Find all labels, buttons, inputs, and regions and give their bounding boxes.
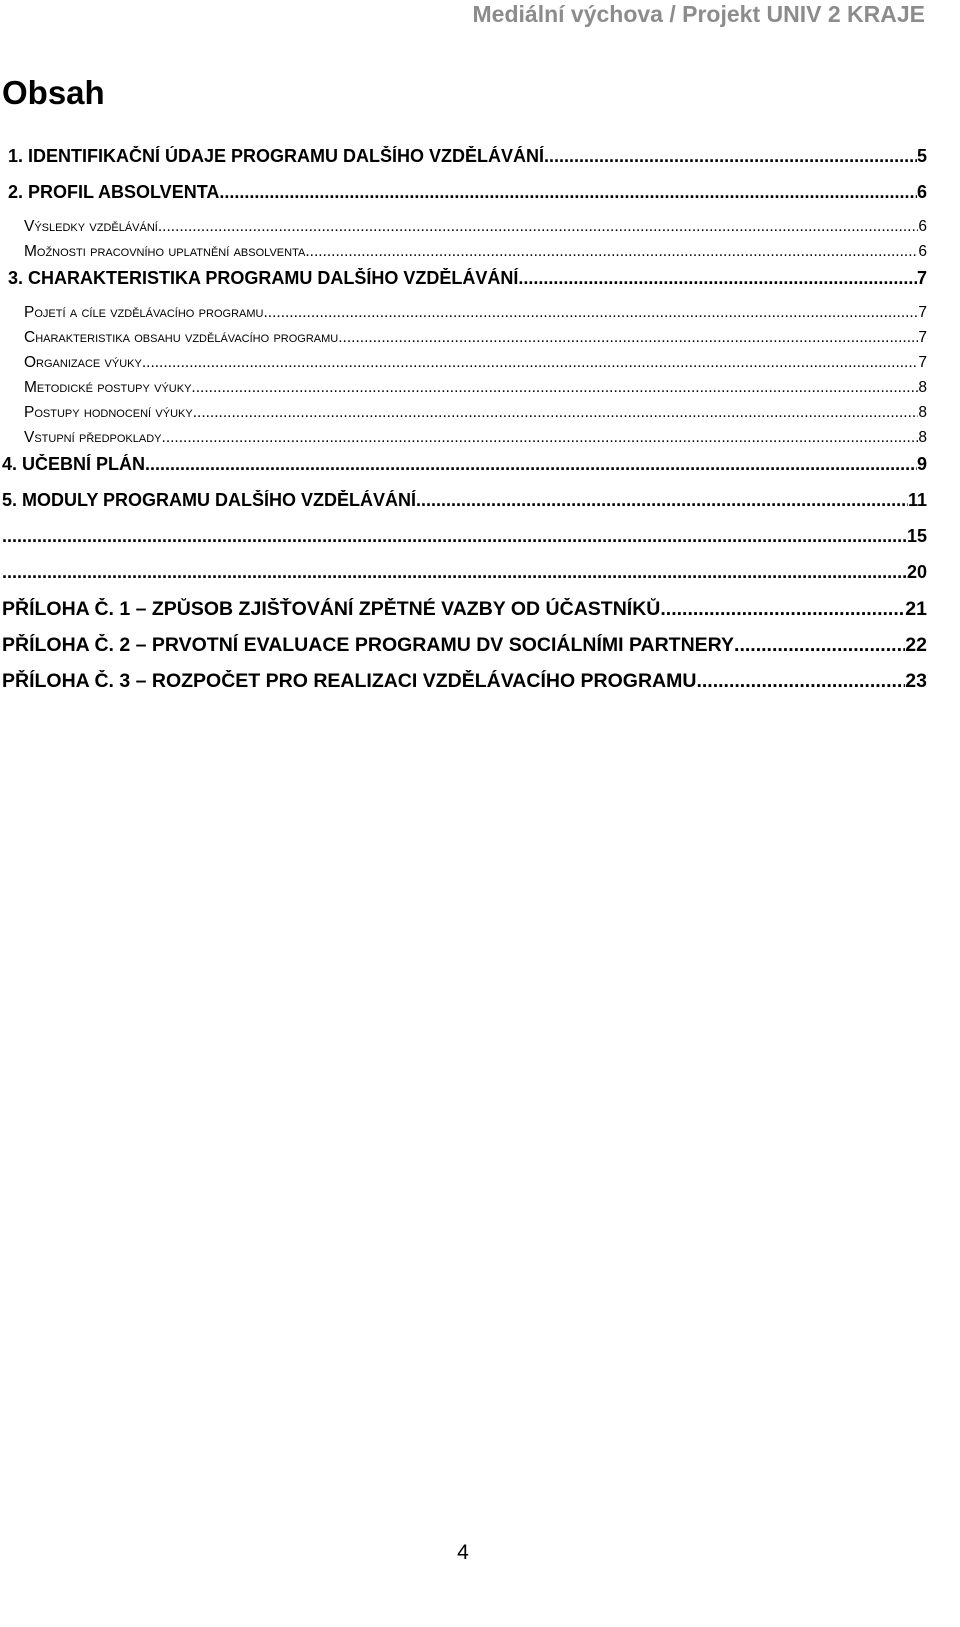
toc-dot-leader [191,379,918,397]
toc-dot-leader [518,268,917,289]
toc-annex-entry[interactable] [2,634,927,670]
toc-subentry[interactable] [2,429,927,454]
toc-dot-leader [734,634,905,657]
toc-entry-page: 7 [918,354,927,371]
toc-dot-leader [2,562,907,583]
toc-entry-title: 3. CHARAKTERISTIKA PROGRAMU DALŠÍHO VZDĚLÁVÁNÍ [8,268,519,288]
toc-entry-page: 7 [916,268,927,288]
toc-entry-page: 21 [905,598,927,620]
toc-dot-leader [660,598,905,621]
toc-entry-page: 8 [918,379,927,396]
page-number: 4 [457,1541,469,1564]
toc-entry-title: PŘÍLOHA Č. 3 – ROZPOČET PRO REALIZACI VZDĚLÁVACÍHO PROGRAMU [2,670,697,692]
toc-dot-leader [193,404,919,422]
toc-entry-title: PŘÍLOHA Č. 1 – ZPŮSOB ZJIŠŤOVÁNÍ ZPĚTNÉ VAZBY OD ÚČASTNÍKŮ [2,598,661,620]
toc-dot-leader [305,243,918,261]
toc-entry-untitled[interactable] [2,526,927,562]
running-header: Mediální výchova / Projekt UNIV 2 KRAJE [472,1,925,27]
toc-entry-page: 6 [918,218,927,235]
toc-entry-title: PŘÍLOHA Č. 2 – PRVOTNÍ EVALUACE PROGRAMU DV SOCIÁLNÍMI PARTNERY [2,634,735,656]
toc-entry-untitled[interactable] [2,562,927,598]
toc-dot-leader [142,354,919,372]
toc-dot-leader [158,218,919,236]
toc-entry-page: 7 [918,304,927,321]
toc-dot-leader [696,670,905,693]
toc-entry[interactable] [2,268,927,304]
toc-entry-page: 20 [906,562,927,582]
toc-entry-title: 2. PROFIL ABSOLVENTA [8,182,220,202]
toc-entry-title: 1. IDENTIFIKAČNÍ ÚDAJE PROGRAMU DALŠÍHO VZDĚLÁVÁNÍ [8,146,545,166]
toc-entry[interactable] [2,146,927,182]
toc-dot-leader [416,490,908,511]
toc-entry-page: 9 [916,454,927,474]
toc-subentry[interactable] [2,329,927,354]
toc-entry-title: Organizace výuky [24,354,142,371]
toc-dot-leader [219,182,917,203]
toc-entry-title: Metodické postupy výuky [24,379,192,396]
toc-entry-title: Pojetí a cíle vzdělávacího programu [24,304,264,321]
toc-subentry[interactable] [2,218,927,243]
toc-entry-page: 6 [916,182,927,202]
toc-subentry[interactable] [2,379,927,404]
toc-entry-page: 22 [905,634,927,656]
toc-entry-title: Výsledky vzdělávání [24,218,158,235]
toc-dot-leader [2,526,907,547]
toc-entry-title: 5. MODULY PROGRAMU DALŠÍHO VZDĚLÁVÁNÍ [2,490,417,510]
toc-dot-leader [263,304,918,322]
toc-entry-page: 11 [907,490,927,510]
toc-entry-page: 6 [918,243,927,260]
toc-entry-title: Charakteristika obsahu vzdělávacího programu [24,329,339,346]
toc-dot-leader [145,454,917,475]
toc-dot-leader [338,329,918,347]
toc-title: Obsah [2,74,105,111]
toc-subentry[interactable] [2,243,927,268]
toc-subentry[interactable] [2,354,927,379]
toc-entry-title: Možnosti pracovního uplatnění absolventa [24,243,306,260]
toc-entry-page: 8 [918,404,927,421]
toc-dot-leader [544,146,917,167]
toc-entry-page: 5 [916,146,927,166]
table-of-contents [2,146,927,706]
toc-entry[interactable] [2,454,927,490]
toc-entry-page: 7 [918,329,927,346]
toc-entry[interactable] [2,182,927,218]
toc-entry[interactable] [2,490,927,526]
toc-entry-title: Vstupní předpoklady [24,429,162,446]
toc-subentry[interactable] [2,404,927,429]
toc-annex-entry[interactable] [2,598,927,634]
toc-annex-entry[interactable] [2,670,927,706]
toc-entry-page: 23 [905,670,927,692]
toc-dot-leader [162,429,919,447]
toc-entry-title: Postupy hodnocení výuky [24,404,193,421]
toc-entry-title: 4. UČEBNÍ PLÁN [2,454,146,474]
toc-subentry[interactable] [2,304,927,329]
toc-entry-page: 15 [906,526,927,546]
toc-entry-page: 8 [918,429,927,446]
